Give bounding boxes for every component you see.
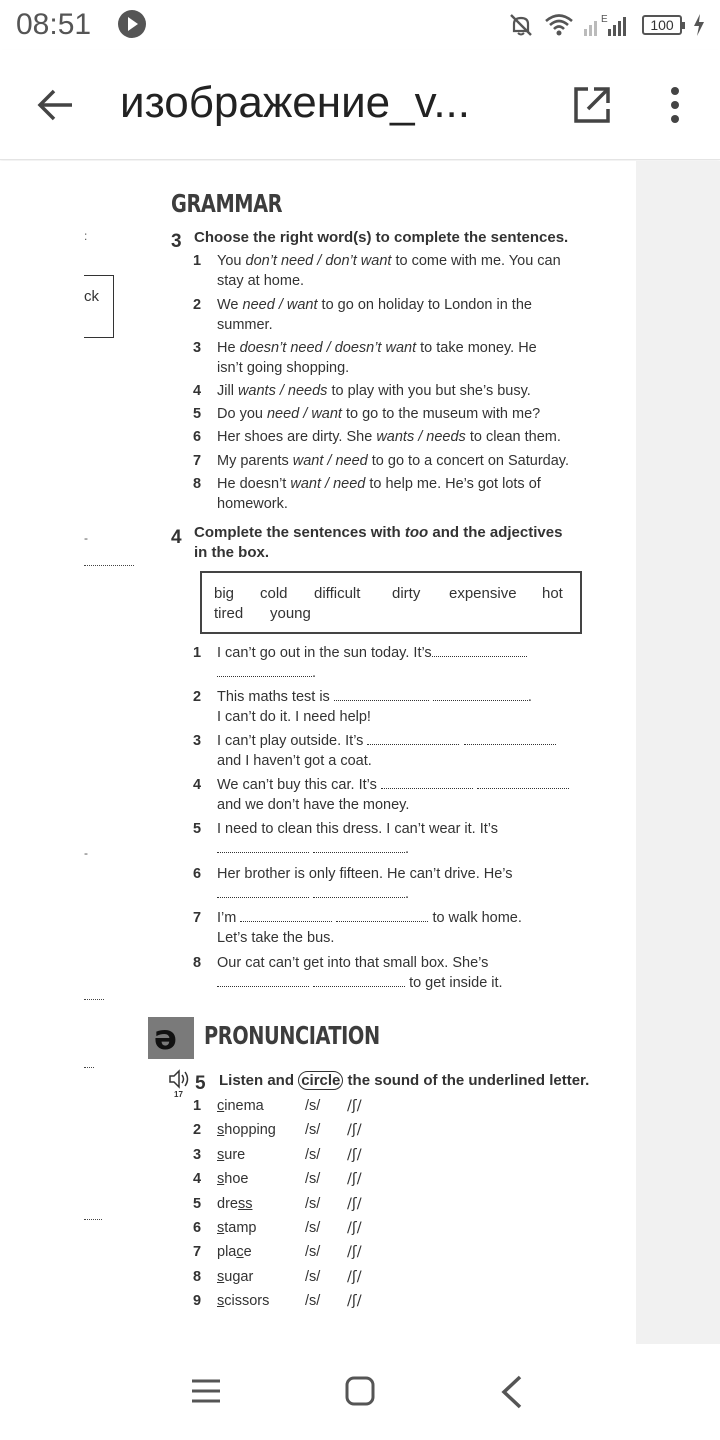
sound-option-s[interactable]: /s/ bbox=[305, 1171, 321, 1187]
sound-option-sh[interactable]: /ʃ/ bbox=[347, 1196, 362, 1212]
sound-option-s[interactable]: /s/ bbox=[305, 1196, 321, 1212]
item-number: 5 bbox=[193, 1196, 202, 1212]
pronunciation-word: stamp bbox=[217, 1220, 257, 1236]
exercise-sentence: We can’t buy this car. It’s and we don’t have the money. bbox=[217, 775, 569, 815]
status-icons bbox=[508, 10, 706, 40]
item-number: 6 bbox=[193, 429, 202, 445]
item-number: 2 bbox=[193, 1122, 202, 1138]
exercise-sentence: This maths test is . I can’t do it. I need help! bbox=[217, 689, 532, 725]
item-number: 4 bbox=[193, 1171, 202, 1187]
item-number: 7 bbox=[193, 1244, 202, 1260]
exercise-sentence: He doesn’t want / need to help me. He’s got lots of homework. bbox=[217, 476, 541, 512]
pronunciation-word: sugar bbox=[217, 1269, 254, 1285]
sound-option-s[interactable]: /s/ bbox=[305, 1220, 321, 1236]
back-icon[interactable] bbox=[498, 1374, 526, 1410]
pronunciation-heading: PRONUNCIATION bbox=[204, 1021, 380, 1050]
word-box-item: tired bbox=[214, 605, 244, 622]
exercise-instruction: Choose the right word(s) to complete the sentences. bbox=[194, 229, 569, 246]
exercise-sentence: I can’t play outside. It’s and I haven’t got a coat. bbox=[217, 731, 556, 771]
exercise-instruction: Listen and circle the sound of the underlined letter. bbox=[219, 1072, 590, 1089]
exercise-sentence: Her shoes are dirty. She wants / needs to clean them. bbox=[217, 429, 561, 445]
exercise-sentence: Jill wants / needs to play with you but she’s busy. bbox=[217, 383, 531, 399]
pronunciation-word: shoe bbox=[217, 1171, 249, 1187]
mute-icon bbox=[508, 12, 534, 38]
item-number: 6 bbox=[193, 866, 202, 882]
word-box bbox=[200, 571, 582, 634]
back-arrow-icon[interactable] bbox=[34, 83, 78, 127]
battery-icon: 100 bbox=[642, 15, 682, 35]
exercise-instruction: Complete the sentences with too and the adjectives in the box. bbox=[194, 524, 563, 561]
app-bar bbox=[0, 50, 720, 160]
pronunciation-word: cinema bbox=[217, 1098, 264, 1114]
item-number: 8 bbox=[193, 476, 202, 492]
item-number: 1 bbox=[193, 1098, 202, 1114]
exercise-sentence: Her brother is only fifteen. He can’t drive. He’s . bbox=[217, 866, 513, 902]
edge-box bbox=[84, 275, 114, 338]
exercise-sentence: My parents want / need to go to a concert on Saturday. bbox=[217, 453, 569, 469]
svg-text:E: E bbox=[601, 14, 608, 25]
word-box-item: cold bbox=[260, 585, 288, 602]
adjacent-page-edge bbox=[0, 161, 84, 1344]
item-number: 3 bbox=[193, 1147, 202, 1163]
item-number: 4 bbox=[193, 777, 202, 793]
edge-char: : bbox=[84, 229, 88, 243]
item-number: 6 bbox=[193, 1220, 202, 1236]
grammar-heading: GRAMMAR bbox=[171, 189, 283, 218]
exercise-number: 5 bbox=[195, 1073, 206, 1094]
exercise-sentence: I need to clean this dress. I can’t wear it. It’s . bbox=[217, 821, 499, 857]
sound-option-sh[interactable]: /ʃ/ bbox=[347, 1269, 362, 1285]
item-number: 5 bbox=[193, 406, 202, 422]
status-time: 08:51 bbox=[16, 8, 92, 41]
sound-option-s[interactable]: /s/ bbox=[305, 1293, 321, 1309]
item-number: 8 bbox=[193, 955, 202, 971]
recent-apps-icon[interactable] bbox=[190, 1377, 222, 1405]
edge-dotted-line bbox=[84, 565, 134, 566]
track-number: 17 bbox=[174, 1090, 183, 1099]
sound-option-s[interactable]: /s/ bbox=[305, 1269, 321, 1285]
pronunciation-word: place bbox=[217, 1244, 252, 1260]
item-number: 4 bbox=[193, 383, 202, 399]
wifi-icon bbox=[544, 13, 574, 37]
word-box-item: difficult bbox=[314, 585, 361, 602]
system-nav-bar bbox=[0, 1344, 720, 1440]
edge-dash: - bbox=[84, 846, 88, 860]
sound-option-s[interactable]: /s/ bbox=[305, 1122, 321, 1138]
sound-option-sh[interactable]: /ʃ/ bbox=[347, 1220, 362, 1236]
edge-dotted-line bbox=[84, 999, 104, 1000]
pronunciation-word: dress bbox=[217, 1196, 253, 1212]
sound-option-sh[interactable]: /ʃ/ bbox=[347, 1244, 362, 1260]
edge-dash: - bbox=[84, 531, 88, 545]
more-vert-icon[interactable] bbox=[660, 83, 690, 127]
pronunciation-word: shopping bbox=[217, 1122, 276, 1138]
item-number: 2 bbox=[193, 689, 202, 705]
exercise-sentence: We need / want to go on holiday to London in the summer. bbox=[217, 297, 532, 333]
item-number: 5 bbox=[193, 821, 202, 837]
signal-icon bbox=[584, 12, 632, 38]
word-box-item: big bbox=[214, 585, 235, 602]
sound-option-s[interactable]: /s/ bbox=[305, 1147, 321, 1163]
exercise-sentence: Our cat can’t get into that small box. She’s to get inside it. bbox=[217, 955, 503, 991]
edge-box-text: ck bbox=[84, 288, 99, 305]
item-number: 9 bbox=[193, 1293, 202, 1309]
edge-dotted-line bbox=[84, 1219, 102, 1220]
charging-icon bbox=[692, 13, 706, 37]
image-viewer[interactable] bbox=[0, 161, 720, 1344]
pronunciation-word: scissors bbox=[217, 1293, 270, 1309]
item-number: 3 bbox=[193, 340, 202, 356]
status-bar bbox=[0, 0, 720, 50]
item-number: 1 bbox=[193, 645, 202, 661]
word-box-item: young bbox=[270, 605, 311, 622]
item-number: 3 bbox=[193, 733, 202, 749]
page-title: изображение_v... bbox=[120, 78, 471, 127]
sound-option-sh[interactable]: /ʃ/ bbox=[347, 1098, 362, 1114]
app-notification-icon bbox=[118, 10, 146, 38]
sound-option-sh[interactable]: /ʃ/ bbox=[347, 1171, 362, 1187]
exercise-number: 4 bbox=[171, 527, 182, 548]
schwa-symbol: ə bbox=[154, 1018, 178, 1058]
home-icon[interactable] bbox=[344, 1375, 376, 1407]
item-number: 8 bbox=[193, 1269, 202, 1285]
exercise-sentence: I can’t go out in the sun today. It’s . bbox=[217, 643, 527, 683]
word-box-item: hot bbox=[542, 585, 563, 602]
exercise-sentence: He doesn’t need / doesn’t want to take money. He isn’t going shopping. bbox=[217, 340, 537, 376]
item-number: 1 bbox=[193, 253, 202, 269]
audio-speaker-icon bbox=[169, 1069, 191, 1089]
exercise-sentence: Do you need / want to go to the museum with me? bbox=[217, 406, 541, 422]
word-box-item: expensive bbox=[449, 585, 517, 602]
exercise-number: 3 bbox=[171, 231, 182, 252]
pronunciation-word: sure bbox=[217, 1147, 246, 1163]
exercise-sentence: I’m to walk home. Let’s take the bus. bbox=[217, 910, 522, 946]
sound-option-sh[interactable]: /ʃ/ bbox=[347, 1147, 362, 1163]
exercise-sentence: You don’t need / don’t want to come with me. You can stay at home. bbox=[217, 253, 561, 289]
sound-option-s[interactable]: /s/ bbox=[305, 1244, 321, 1260]
item-number: 7 bbox=[193, 453, 202, 469]
sound-option-sh[interactable]: /ʃ/ bbox=[347, 1122, 362, 1138]
sound-option-sh[interactable]: /ʃ/ bbox=[347, 1293, 362, 1309]
edge-dotted-line bbox=[84, 1067, 94, 1068]
item-number: 2 bbox=[193, 297, 202, 313]
item-number: 7 bbox=[193, 910, 202, 926]
word-box-item: dirty bbox=[392, 585, 421, 602]
sound-option-s[interactable]: /s/ bbox=[305, 1098, 321, 1114]
open-external-icon[interactable] bbox=[570, 83, 614, 127]
